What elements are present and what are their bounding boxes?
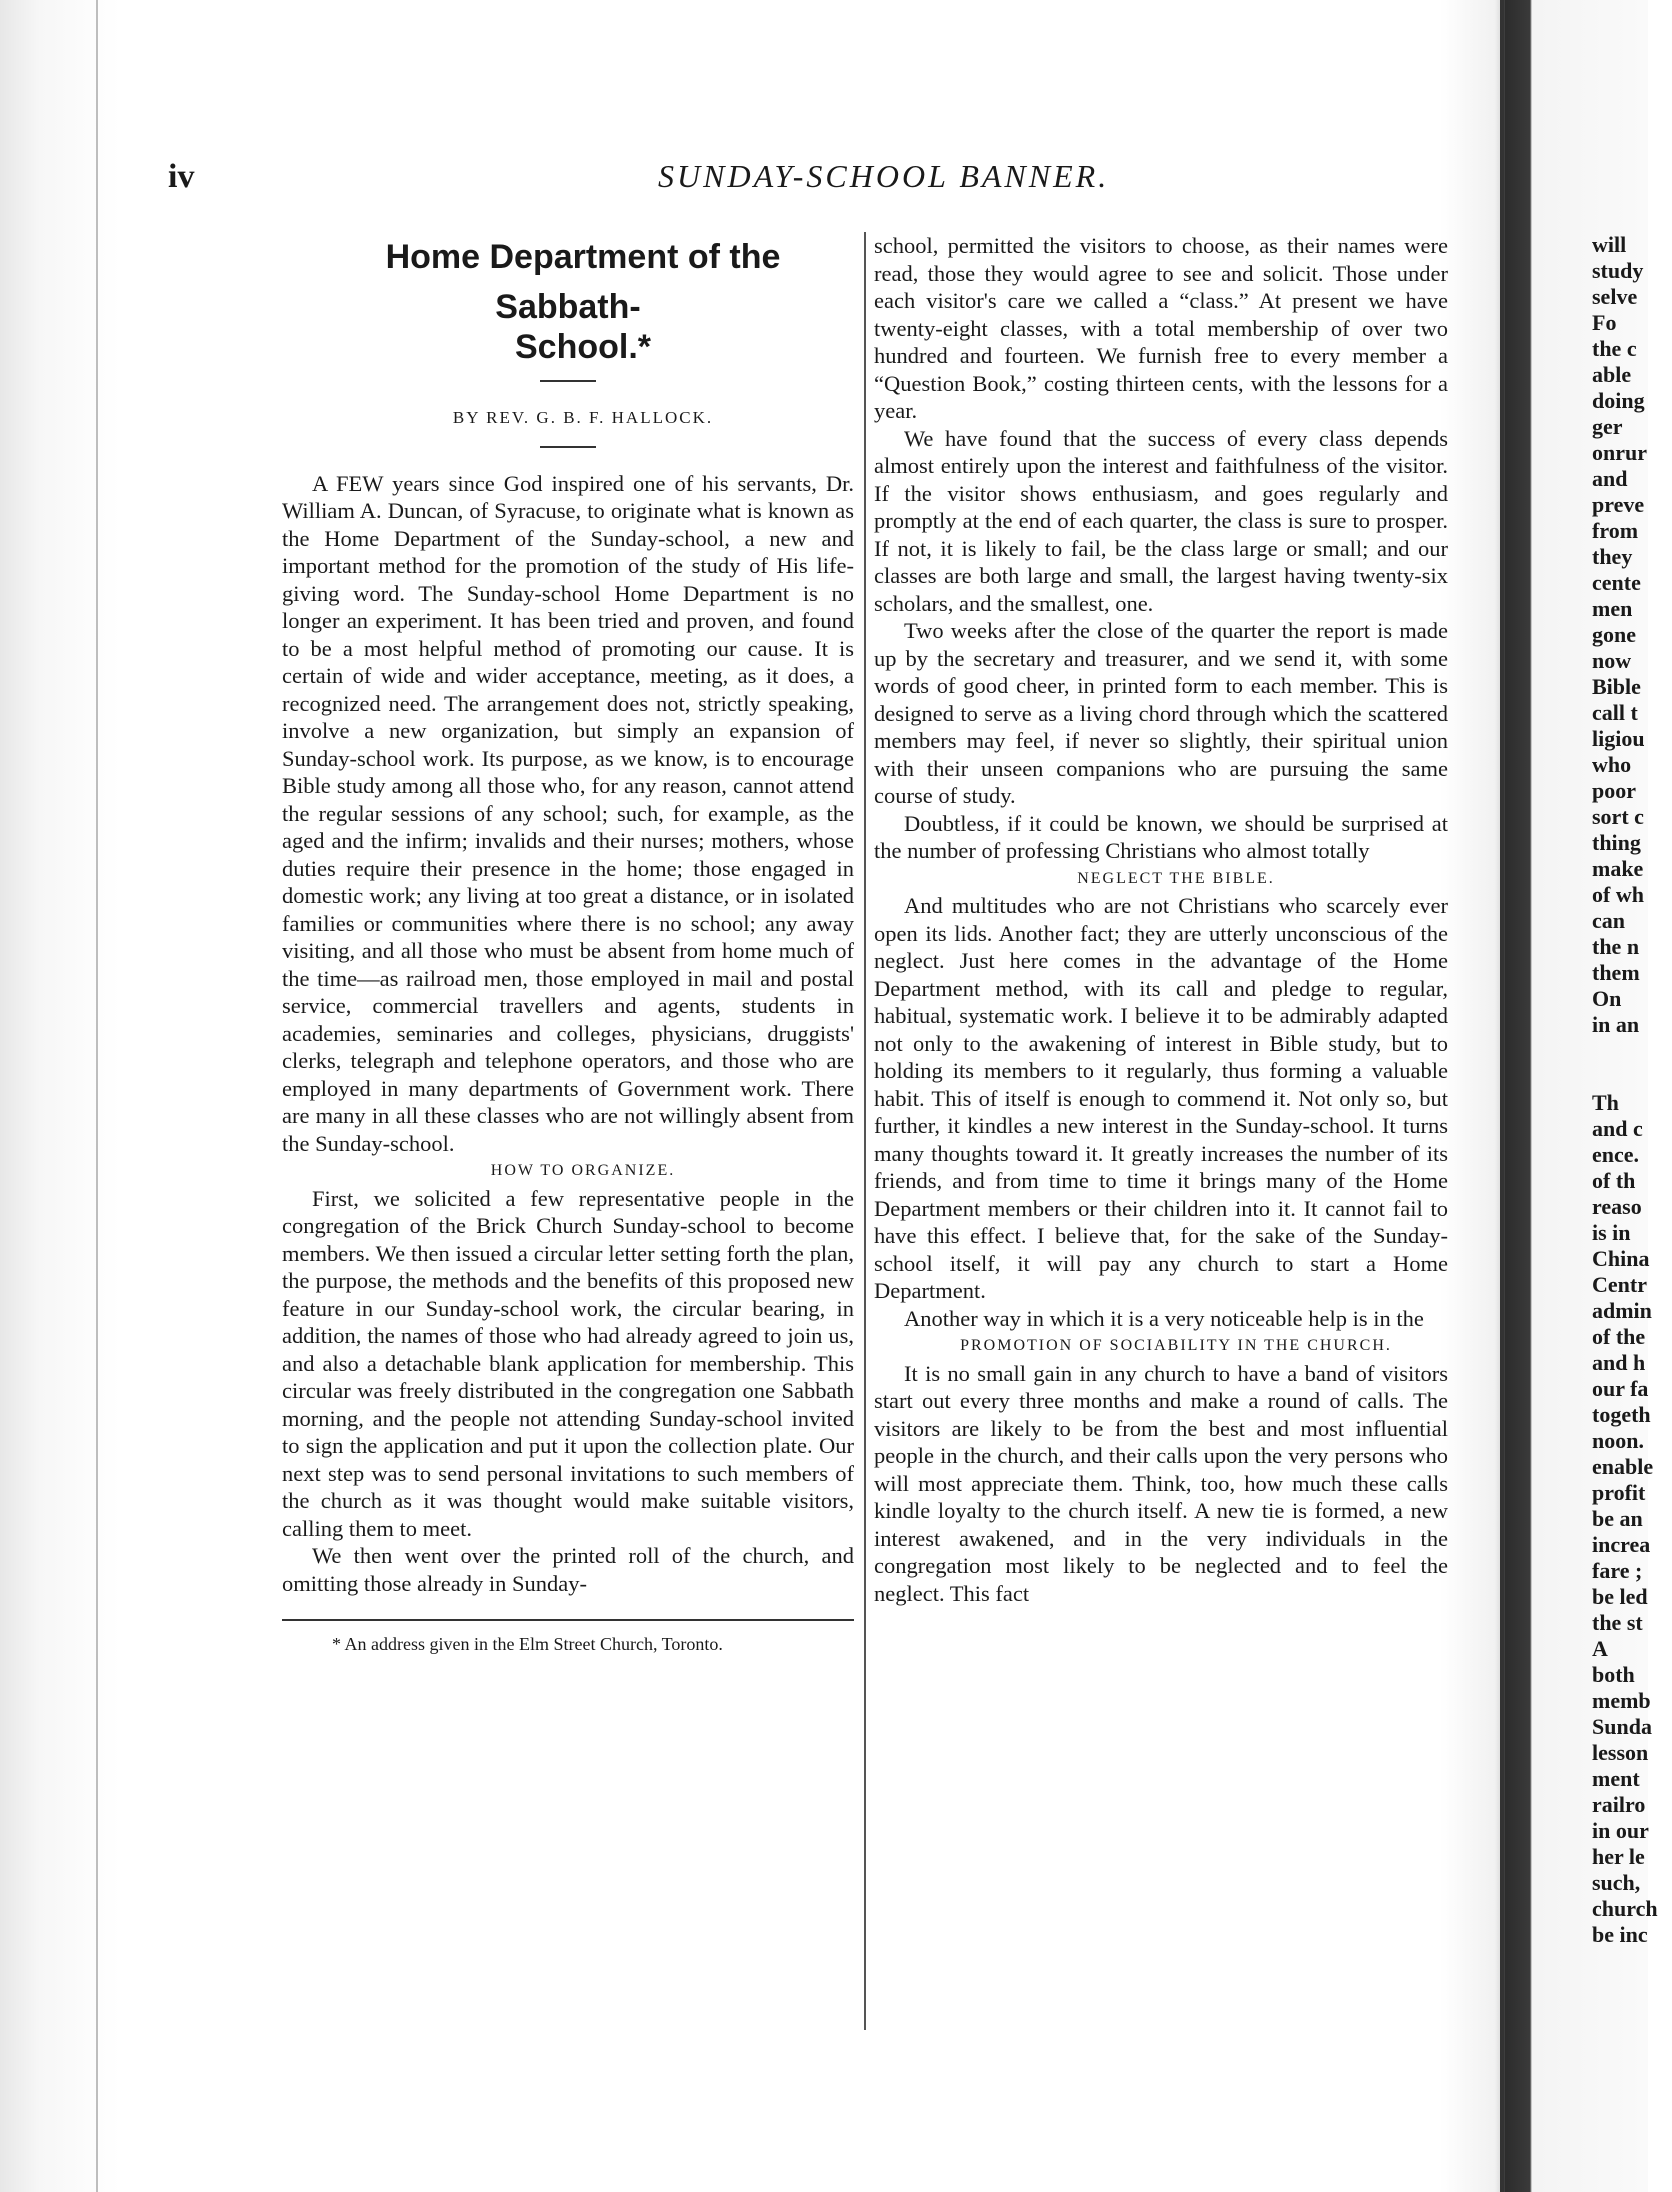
subhead-promotion-of-sociability: PROMOTION OF SOCIABILITY IN THE CHURCH. <box>960 1337 1392 1354</box>
fragment-line: and h <box>1592 1350 1646 1375</box>
fragment-line: Centr <box>1592 1272 1647 1297</box>
fragment-line: increa <box>1592 1532 1651 1557</box>
fragment-line: they <box>1592 544 1633 569</box>
fragment-line: selve <box>1592 284 1638 309</box>
intro-paragraph: A FEW years since God inspired one of his servants, Dr. William A. Duncan, of Syracuse, to originate what is known as the Home Department of the Sunday-school, a new and important method for the promotion of the study of His life-giving word. The Sunday-school Home Department is no longer an experiment. It has been tried and proven, and found to be a most helpful method of promoting our cause. It is certain of wide and wider acceptance, meeting, as it does, a recognized need. The arrangement does not, strictly speaking, involve a new organization, but simply an expansion of Sunday-school work. Its purpose, as we know, is to encourage Bible study among all those who, for any reason, cannot attend the regular sessions of any school; such, for example, as the aged and the infirm; invalids and their nurses; mothers, whose duties require their presence in the home; those engaged in domestic work; any living at too great a distance, or in isolated families or communities where there is no school; any away visiting, and all those who must be absent from home much of the time—as railroad men, those employed in mail and postal service, commercial travellers and agents, students in academies, seminaries and colleges, physicians, druggists' clerks, telegraph and telephone operators, and those who are employed in many departments of Government work. There are many in all these classes who are not willingly absent from the Sunday-school. <box>282 470 854 1156</box>
footnote: * An address given in the Elm Street Church, Toronto. <box>332 1634 723 1654</box>
col2-paragraph-7: It is no small gain in any church to have a band of visitors start out every three months and make a round of calls. The visitors are likely to be from the best and most influential people in the church, and their calls upon the very persons who will most appreciate them. Think, too, how much these calls kindle loyalty to the church itself. A new tie is formed, a new interest awakened, and in the very individuals in the congregation most likely to be neglected and to feel the neglect. This fact <box>874 1360 1448 1606</box>
fragment-line: onrur <box>1592 440 1647 465</box>
col2-paragraph-3: Two weeks after the close of the quarter the report is made up by the secretary and treasurer, and we send it, with some words of good cheer, in printed form to each member. This is designed to serve as a living chord through which the scattered members may feel, if never so slightly, their spiritual union with their unseen companions who are pursuing the same course of study. <box>874 618 1448 808</box>
fragment-line: in our <box>1592 1818 1649 1843</box>
col2-paragraph-2: We have found that the success of every class depends almost entirely upon the interest and faithfulness of the visitor. If the visitor shows enthusiasm, and goes regularly and promptly at the end of each quarter, the class is sure to prosper. If not, it is likely to fail, be the class large or small; and our classes are both large and small, the largest having twenty-six scholars, and the smallest, one. <box>874 425 1448 616</box>
byline: BY REV. G. B. F. HALLOCK. <box>452 408 714 427</box>
fragment-line: and <box>1592 466 1628 491</box>
fragment-line: her le <box>1592 1844 1645 1869</box>
footnote-divider <box>282 1619 854 1621</box>
column-divider <box>864 232 866 2030</box>
fragment-line: of th <box>1592 1168 1636 1193</box>
fragment-line: thing <box>1592 830 1641 855</box>
page-number: iv <box>168 158 195 195</box>
fragment-line: Th <box>1592 1090 1619 1115</box>
next-page-column-fragment <box>1592 232 1672 1948</box>
fragment-line: is in <box>1592 1220 1631 1245</box>
fragment-line <box>1592 1064 1672 1090</box>
fragment-line: noon. <box>1592 1428 1644 1453</box>
fragment-line: church <box>1592 1896 1658 1921</box>
column-2 <box>874 232 1448 1607</box>
col2-paragraph-6: Another way in which it is a very noticeable help is in the <box>904 1305 1424 1331</box>
fragment-line: A <box>1592 1636 1608 1661</box>
page-header <box>168 158 1478 198</box>
fragment-line <box>1592 1038 1672 1064</box>
col2-paragraph-4: Doubtless, if it could be known, we should be surprised at the number of professing Christians who almost totally <box>874 810 1448 863</box>
fragment-line: of wh <box>1592 882 1644 907</box>
fragment-line: On <box>1592 986 1622 1011</box>
fragment-line: ence. <box>1592 1142 1640 1167</box>
left-page-edge <box>96 0 98 2192</box>
fragment-line: who <box>1592 752 1632 777</box>
fragment-line: men <box>1592 596 1633 621</box>
fragment-line: lesson <box>1592 1740 1649 1765</box>
fragment-line: Fo <box>1592 310 1617 335</box>
organize-paragraph-2: We then went over the printed roll of the church, and omitting those already in Sunday- <box>282 1543 854 1596</box>
fragment-line: the st <box>1592 1610 1643 1635</box>
fragment-line: doing <box>1592 388 1645 413</box>
fragment-line: will <box>1592 232 1627 257</box>
fragment-line: railro <box>1592 1792 1646 1817</box>
col2-paragraph-5: And multitudes who are not Christians who scarcely ever open its lids. Another fact; they are utterly unconscious of the neglect. Just here comes in the advantage of the Home Department method, with its call and pledge to regular, habitual, systematic work. I believe it to be admirably adapted not only to the awakening of interest in Bible study, but to holding its members to it regularly, thus forming a valuable habit. This of itself is enough to commend it. Not only so, but further, it kindles a new interest in the Sunday-school. It turns many thoughts toward it. It greatly increases the number of its friends, and from time to time it brings many of the Home Department members or their children into it. It cannot fail to have this effect. I believe that, for the sake of the Sunday-school itself, it will pay any church to start a Home Department. <box>874 893 1448 1303</box>
running-head: SUNDAY-SCHOOL BANNER. <box>658 158 1110 194</box>
subhead-neglect-the-bible: NEGLECT THE BIBLE. <box>1077 869 1275 887</box>
fragment-line: Bible <box>1592 674 1641 699</box>
title-divider <box>540 380 596 382</box>
byline-divider <box>540 446 596 448</box>
fragment-line: sort c <box>1592 804 1644 829</box>
fragment-line: from <box>1592 518 1639 543</box>
fragment-line: profit <box>1592 1480 1646 1505</box>
fragment-line: able <box>1592 362 1632 387</box>
fragment-line: can <box>1592 908 1625 933</box>
fragment-line: be inc <box>1592 1922 1648 1947</box>
fragment-line: of the <box>1592 1324 1646 1349</box>
fragment-line: study <box>1592 258 1644 283</box>
fragment-line: call t <box>1592 700 1638 725</box>
fragment-line: preve <box>1592 492 1645 517</box>
fragment-line: gone <box>1592 622 1636 647</box>
fragment-line: poor <box>1592 778 1636 803</box>
col2-paragraph-1: school, permitted the visitors to choose, as their names were read, those they would agree to see and solicit. Those under each visitor's care we called a “class.” At present we have twenty-eight classes, with a total membership of over two hundred and fourteen. We furnish free to every member a “Question Book,” costing thirteen cents, with the lessons for a year. <box>874 233 1448 423</box>
fragment-line: both <box>1592 1662 1635 1687</box>
fragment-line: memb <box>1592 1688 1651 1713</box>
fragment-line: reaso <box>1592 1194 1642 1219</box>
fragment-line: be an <box>1592 1506 1643 1531</box>
fragment-line: be led <box>1592 1584 1648 1609</box>
article-title-line-1: Home Department of the Sabbath- <box>385 238 781 326</box>
fragment-line: fare ; <box>1592 1558 1643 1583</box>
fragment-line: in an <box>1592 1012 1640 1037</box>
fragment-line: China <box>1592 1246 1650 1271</box>
subhead-how-to-organize: HOW TO ORGANIZE. <box>490 1162 676 1179</box>
fragment-line: them <box>1592 960 1640 985</box>
organize-paragraph-1: First, we solicited a few representative people in the congregation of the Brick Church Sunday-school to become members. We then issued a circular letter setting forth the plan, the purpose, the methods and the benefits of this proposed new feature in our Sunday-school work, the circular bearing, in addition, the names of those who had already agreed to join us, and also a detachable blank application for membership. This circular was freely distributed in the congregation one Sabbath morning, and the people not attending Sunday-school invited to sign the application and put it upon the collection plate. Our next step was to send personal invitations to such members of the church as it was thought would make suitable visitors, calling them to meet. <box>282 1185 854 1541</box>
fragment-line: togeth <box>1592 1402 1651 1427</box>
fragment-line: make <box>1592 856 1644 881</box>
fragment-line: the n <box>1592 934 1640 959</box>
fragment-line: enable <box>1592 1454 1654 1479</box>
fragment-line: Sunda <box>1592 1714 1652 1739</box>
fragment-line: such, <box>1592 1870 1641 1895</box>
column-1 <box>282 232 854 1659</box>
fragment-line: ment <box>1592 1766 1640 1791</box>
fragment-line: now <box>1592 648 1632 673</box>
fragment-line: cente <box>1592 570 1641 595</box>
fragment-line: admin <box>1592 1298 1652 1323</box>
fragment-line: our fa <box>1592 1376 1649 1401</box>
article-title-line-2: School.* <box>514 328 652 366</box>
binding-gutter <box>1500 0 1504 2192</box>
fragment-line: ligiou <box>1592 726 1645 751</box>
fragment-line: and c <box>1592 1116 1643 1141</box>
fragment-line: ger <box>1592 414 1623 439</box>
fragment-line: the c <box>1592 336 1637 361</box>
